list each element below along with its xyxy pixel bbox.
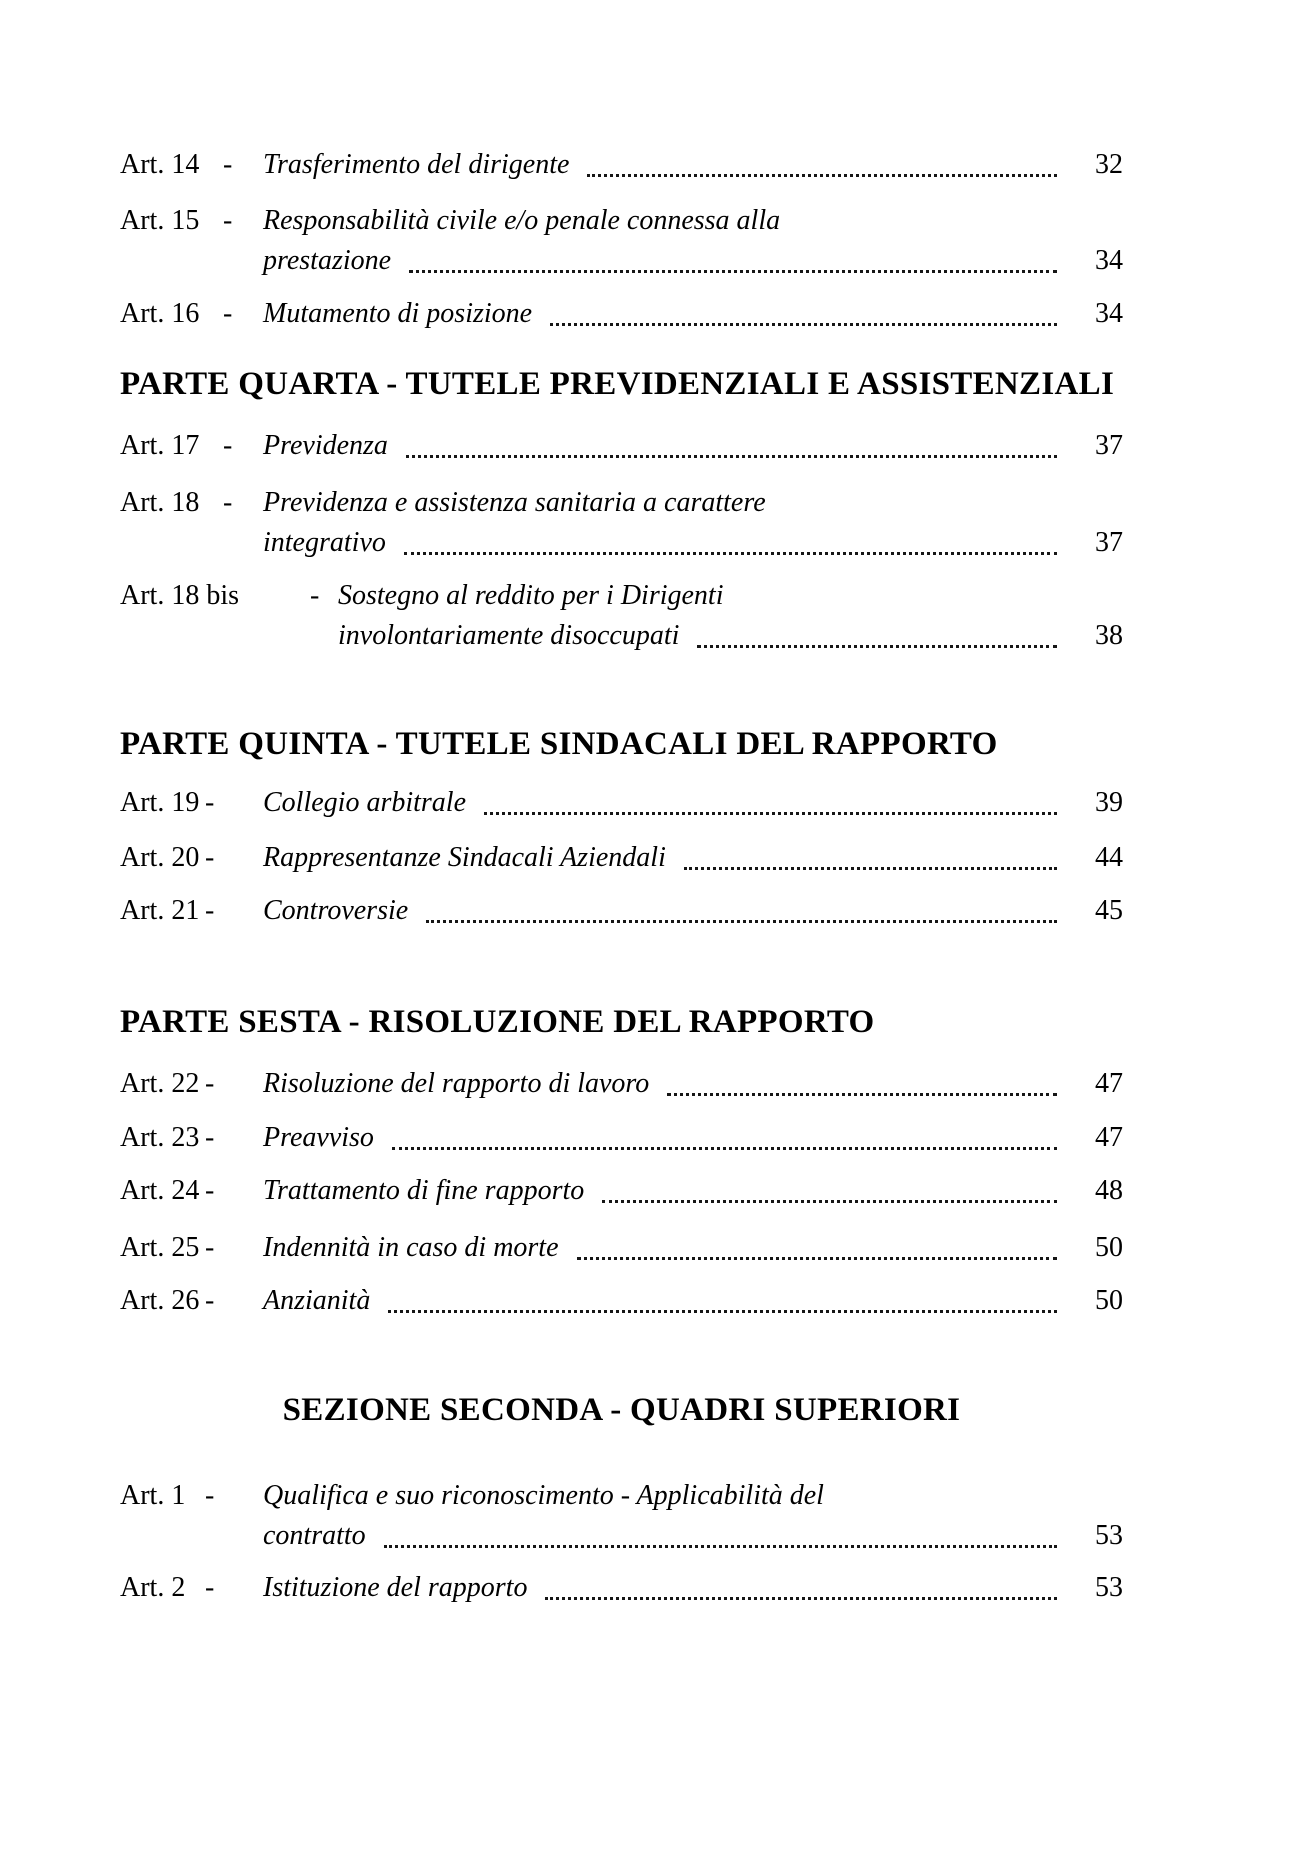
dot-leader: [667, 1093, 1057, 1096]
article-dash: -: [205, 1175, 215, 1206]
article-label: Art. 23: [120, 1122, 200, 1153]
article-dash: -: [205, 1122, 215, 1153]
article-title: Istituzione del rapporto: [263, 1572, 528, 1603]
page-number: 37: [1095, 527, 1123, 558]
article-dash: -: [223, 430, 233, 461]
page-number: 34: [1095, 245, 1123, 276]
page-number: 38: [1095, 620, 1123, 651]
dot-leader: [392, 1147, 1057, 1150]
toc-entry-art-2: [120, 1568, 1123, 1608]
entry-content: [263, 1228, 1061, 1268]
dot-leader: [404, 552, 1057, 555]
article-dash: -: [205, 1480, 215, 1511]
article-label: Art. 21: [120, 895, 200, 926]
toc-entry-art-23: [120, 1118, 1123, 1158]
entry-content: [338, 576, 1061, 656]
article-title: Trattamento di fine rapporto: [263, 1175, 585, 1206]
article-title: Qualifica e suo riconoscimento - Applicabilità del: [263, 1480, 824, 1511]
dot-leader: [406, 455, 1057, 458]
entry-content: [263, 838, 1061, 878]
entry-content: [263, 1281, 1061, 1321]
article-dash: -: [223, 487, 233, 518]
entry-content: [263, 783, 1061, 823]
page-number: 50: [1095, 1232, 1123, 1263]
article-title-line2: prestazione: [263, 245, 392, 276]
page-number: 45: [1095, 895, 1123, 926]
toc-entry-art-26: [120, 1281, 1123, 1321]
page-number: 34: [1095, 298, 1123, 329]
article-label: Art. 18: [120, 487, 200, 518]
article-label: Art. 26: [120, 1285, 200, 1316]
article-label: Art. 25: [120, 1232, 200, 1263]
entry-content: [263, 891, 1061, 931]
toc-entry-art-18: [120, 483, 1123, 563]
article-dash: -: [205, 1068, 215, 1099]
toc-entry-art-20: [120, 838, 1123, 878]
article-dash: -: [205, 787, 215, 818]
article-label: Art. 17: [120, 430, 200, 461]
toc-entry-art-22: [120, 1064, 1123, 1104]
article-label: Art. 2: [120, 1572, 186, 1603]
article-dash: -: [310, 580, 320, 611]
dot-leader: [587, 174, 1057, 177]
article-title: Indennità in caso di morte: [263, 1232, 559, 1263]
article-title: Trasferimento del dirigente: [263, 149, 570, 180]
entry-content: [263, 294, 1061, 334]
entry-content: [263, 1171, 1061, 1211]
page-number: 44: [1095, 842, 1123, 873]
toc-entry-art-24: [120, 1171, 1123, 1211]
page-number: 53: [1095, 1520, 1123, 1551]
article-title: Previdenza: [263, 430, 388, 461]
article-label: Art. 24: [120, 1175, 200, 1206]
article-label: Art. 16: [120, 298, 200, 329]
article-title: Sostegno al reddito per i Dirigenti: [338, 580, 724, 611]
entry-content: [263, 426, 1061, 466]
entry-content: [263, 1568, 1061, 1608]
article-title: Rappresentanze Sindacali Aziendali: [263, 842, 666, 873]
page-number: 47: [1095, 1068, 1123, 1099]
page-number: 50: [1095, 1285, 1123, 1316]
article-dash: -: [205, 895, 215, 926]
toc-entry-art-15: [120, 201, 1123, 281]
page-number: 48: [1095, 1175, 1123, 1206]
article-title: Controversie: [263, 895, 409, 926]
article-dash: -: [205, 842, 215, 873]
article-label: Art. 1: [120, 1480, 186, 1511]
article-dash: -: [205, 1572, 215, 1603]
entry-content: [263, 483, 1061, 563]
toc-entry-art-16: [120, 294, 1123, 334]
toc-entry-art-17: [120, 426, 1123, 466]
article-title: Mutamento di posizione: [263, 298, 533, 329]
article-label: Art. 19: [120, 787, 200, 818]
entry-content: [263, 1118, 1061, 1158]
article-title-line2: contratto: [263, 1520, 366, 1551]
entry-content: [263, 1064, 1061, 1104]
dot-leader: [426, 920, 1057, 923]
toc-entry-art-18-bis: [120, 576, 1123, 656]
entry-content: [263, 145, 1061, 185]
dot-leader: [388, 1310, 1057, 1313]
page-number: 37: [1095, 430, 1123, 461]
article-dash: -: [205, 1285, 215, 1316]
toc-entry-art-1: [120, 1476, 1123, 1556]
page-number: 47: [1095, 1122, 1123, 1153]
dot-leader: [409, 270, 1057, 273]
article-label: Art. 15: [120, 205, 200, 236]
toc-entry-art-19: [120, 783, 1123, 823]
dot-leader: [484, 812, 1057, 815]
article-label: Art. 22: [120, 1068, 200, 1099]
article-label: Art. 14: [120, 149, 200, 180]
dot-leader: [602, 1200, 1057, 1203]
article-title: Responsabilità civile e/o penale connessa alla: [263, 205, 781, 236]
dot-leader: [545, 1597, 1057, 1600]
section-heading-parte-quarta: PARTE QUARTA - TUTELE PREVIDENZIALI E ASSISTENZIALI: [120, 366, 1115, 402]
article-dash: -: [223, 149, 233, 180]
article-title: Preavviso: [263, 1122, 374, 1153]
section-heading-parte-quinta: PARTE QUINTA - TUTELE SINDACALI DEL RAPPORTO: [120, 726, 998, 762]
article-dash: -: [205, 1232, 215, 1263]
dot-leader: [550, 323, 1057, 326]
entry-content: [263, 201, 1061, 281]
dot-leader: [684, 867, 1057, 870]
page-number: 53: [1095, 1572, 1123, 1603]
dot-leader: [577, 1257, 1057, 1260]
article-label: Art. 18 bis: [120, 580, 239, 611]
article-title: Previdenza e assistenza sanitaria a carattere: [263, 487, 766, 518]
toc-entry-art-14: [120, 145, 1123, 185]
toc-entry-art-25: [120, 1228, 1123, 1268]
article-label: Art. 20: [120, 842, 200, 873]
article-title-line2: involontariamente disoccupati: [338, 620, 680, 651]
section-heading-parte-sesta: PARTE SESTA - RISOLUZIONE DEL RAPPORTO: [120, 1004, 875, 1040]
dot-leader: [697, 645, 1057, 648]
toc-entry-art-21: [120, 891, 1123, 931]
page-number: 39: [1095, 787, 1123, 818]
dot-leader: [384, 1545, 1057, 1548]
article-title: Risoluzione del rapporto di lavoro: [263, 1068, 650, 1099]
section-heading-sezione-seconda: SEZIONE SECONDA - QUADRI SUPERIORI: [282, 1392, 961, 1428]
entry-content: [263, 1476, 1061, 1556]
article-title-line2: integrativo: [263, 527, 386, 558]
page-number: 32: [1095, 149, 1123, 180]
article-dash: -: [223, 205, 233, 236]
article-title: Collegio arbitrale: [263, 787, 466, 818]
article-dash: -: [223, 298, 233, 329]
article-title: Anzianità: [263, 1285, 371, 1316]
